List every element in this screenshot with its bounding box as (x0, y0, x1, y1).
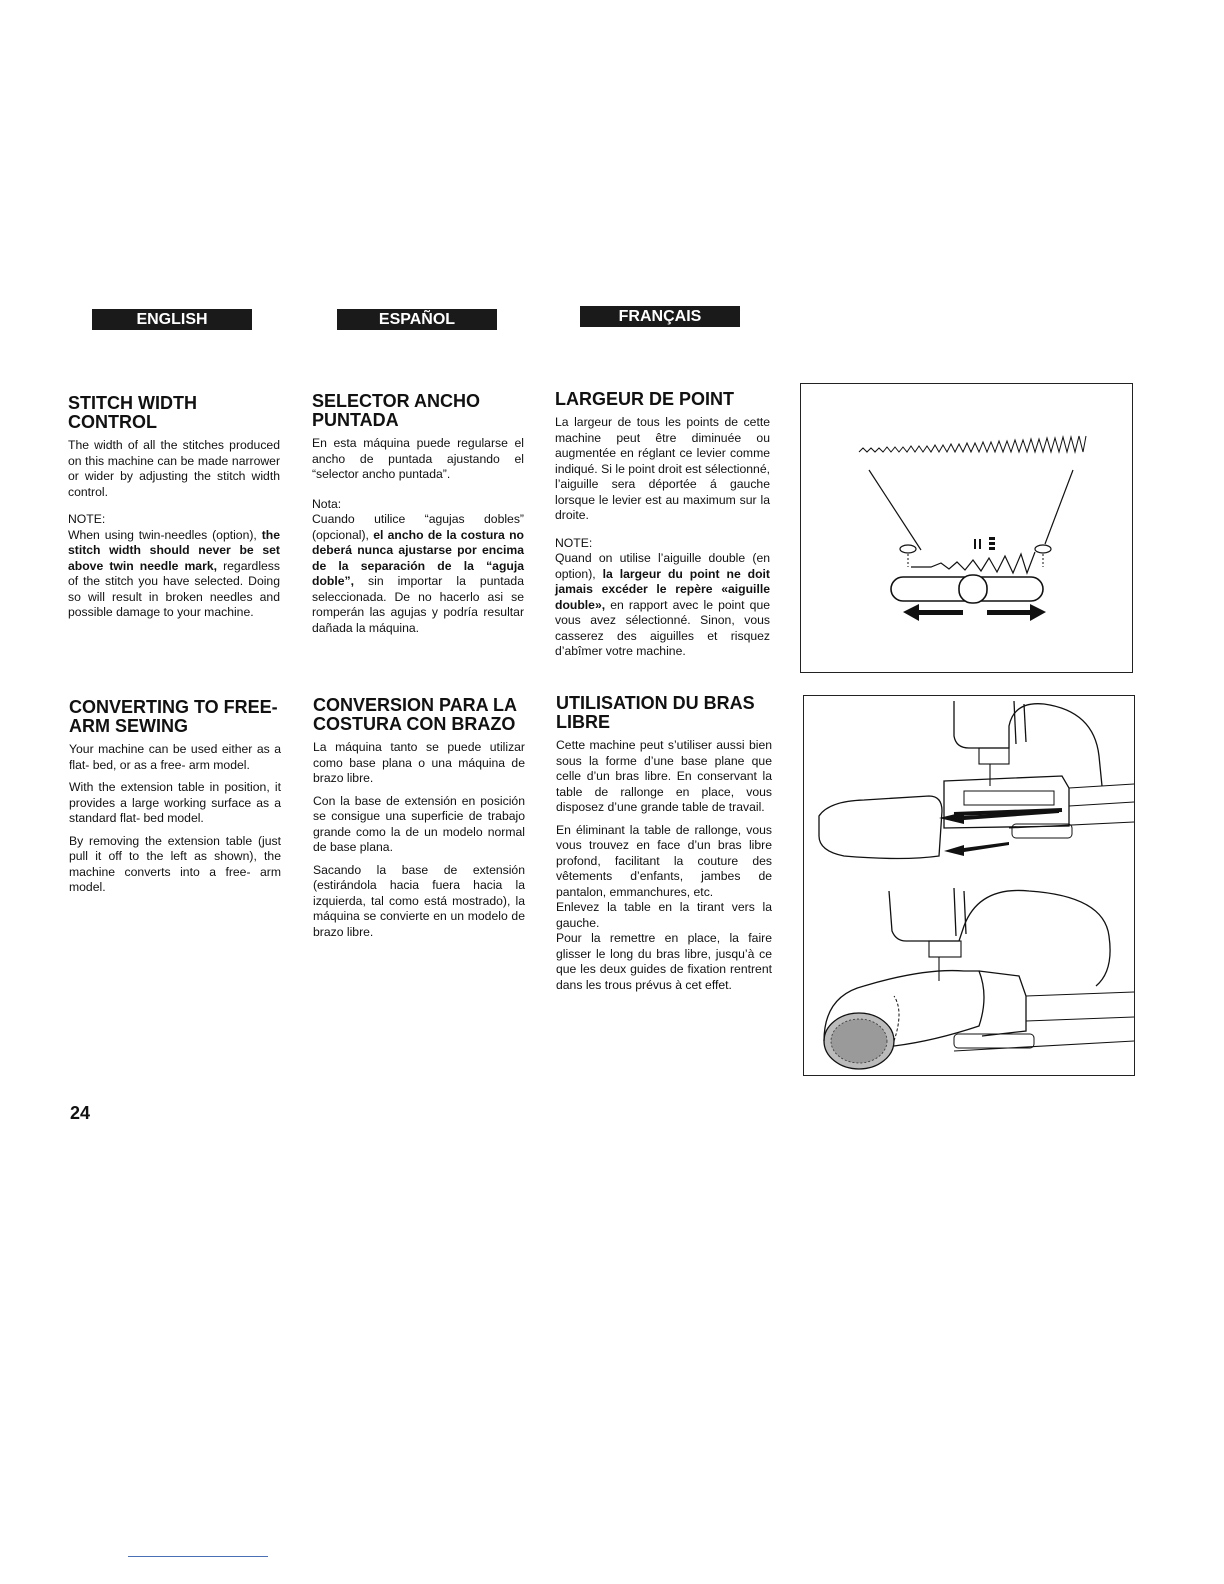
free-arm-diagram (804, 696, 1134, 1075)
section-title: STITCH WIDTH CONTROL (68, 393, 197, 432)
body-text: Cette machine peut s’utiliser aussi bien sous la forme d’une base plane que celle d’un bras libre. En conservant la table de rallonge en place, vous disposez d’une grande table de travail. (556, 738, 772, 814)
body-text: Enlevez la table en la tirant vers la gauche. (556, 900, 772, 930)
note-text: Quand on utilise l’aiguille double (en option), la largeur du point ne doit jamais excéder le repère «aiguille double», en rapport avec le point que vous avez sélectionné. Sinon, vous casserez des aiguilles et risquez d’abîmer votre machine. (555, 551, 770, 658)
body-text: The width of all the stitches produced on this machine can be made narrower or wider by adjusting the stitch width control. (68, 438, 280, 499)
note-label: Nota: (312, 496, 342, 511)
stitch-width-illustration (800, 383, 1133, 673)
body-text: Con la base de extensión en posición se consigue una superficie de trabajo grande como la de un modelo normal de base plana. (313, 793, 525, 854)
fr-stitch-width-section (555, 390, 770, 667)
body-text: En esta máquina puede regularse el ancho de puntada ajustando el “selector ancho puntada”. (312, 436, 524, 481)
language-tab-espanol: ESPAÑOL (337, 309, 497, 330)
body-text: Your machine can be used either as a flat- bed, or as a free- arm model. (69, 742, 281, 772)
en-free-arm-section (69, 698, 281, 903)
section-title: UTILISATION DU BRAS LIBRE (556, 693, 755, 732)
note-text: Cuando utilice “agujas dobles” (opcional), el ancho de la costura no deberá nunca ajustarse por encima de la separación de la “aguja doble”, sin importar la puntada seleccionada. De no hacerlo asi se romperán las agujas y podría resultar dañada la máquina. (312, 512, 524, 635)
note-text: When using twin-needles (option), the stitch width should never be set above twin needle mark, regardless of the stitch you have selected. Doing so will result in broken needles and possible damage to your machine. (68, 527, 280, 619)
body-text: By removing the extension table (just pull it off to the left as shown), the machine converts into a free- arm model. (69, 833, 281, 894)
note-label: NOTE: (555, 535, 593, 550)
section-title: LARGEUR DE POINT (555, 389, 735, 409)
body-text: With the extension table in position, it provides a large working surface as a standard flat- bed model. (69, 780, 281, 825)
free-arm-illustration (803, 695, 1135, 1076)
body-text: La máquina tanto se puede utilizar como base plana o una máquina de brazo libre. (313, 740, 525, 785)
language-tab-francais: FRANÇAIS (580, 306, 740, 327)
body-text: En éliminant la table de rallonge, vous vous trouvez en face d’un bras libre profond, facilitant la couture des vêtements d’enfants, jambes de pantalon, emmanchures, etc. (556, 822, 772, 899)
section-title: CONVERSION PARA LA COSTURA CON BRAZO (313, 695, 517, 734)
es-stitch-width-section (312, 392, 524, 643)
page-number: 24 (70, 1103, 91, 1123)
section-title: CONVERTING TO FREE- ARM SEWING (69, 697, 278, 736)
footer-divider (128, 1556, 268, 1557)
body-text: La largeur de tous les points de cette machine peut être diminuée ou augmentée en réglant ce levier comme indiqué. Si le point droit est sélectionné, l’aiguille sera déportée á gauche lorsque le levier est au maximum sur la droite. (555, 415, 770, 522)
section-title: SELECTOR ANCHO PUNTADA (312, 391, 481, 430)
note-label: NOTE: (68, 512, 106, 526)
body-text: Sacando la base de extensión (estirándola hacia fuera hacia la izquierda, tal como está mostrado), la máquina se convierte en un modelo de brazo libre. (313, 862, 525, 939)
language-tab-english: ENGLISH (92, 309, 252, 330)
fr-free-arm-section (556, 694, 772, 1000)
en-stitch-width-section (68, 394, 280, 628)
es-free-arm-section (313, 696, 525, 947)
stitch-width-diagram (801, 384, 1132, 672)
body-text: Pour la remettre en place, la faire glisser le long du bras libre, jusqu’à ce que les deux guides de fixation rentrent dans les trous prévus à cet effet. (556, 931, 772, 992)
